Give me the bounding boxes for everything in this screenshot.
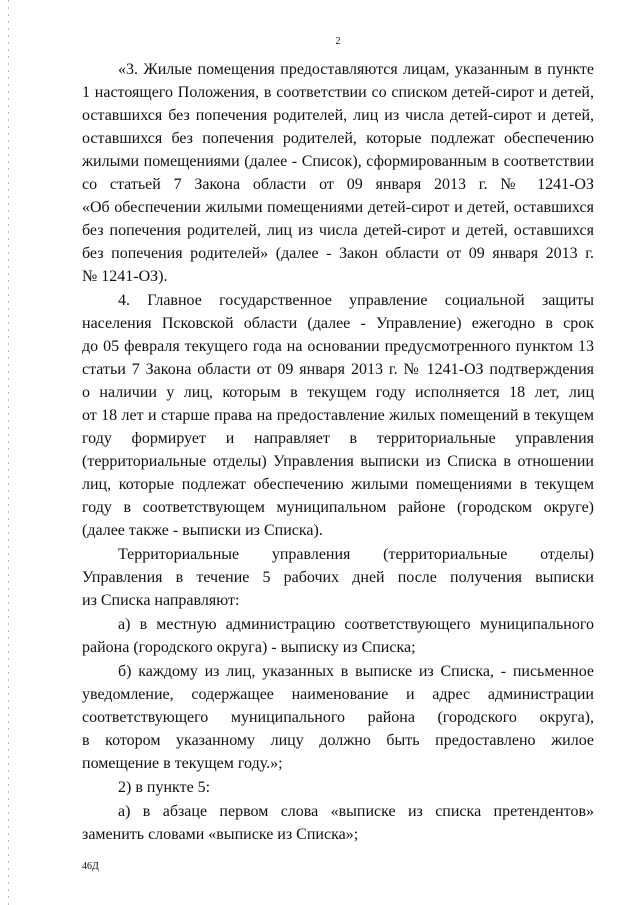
document-line-26: района (городского округа) - выписку из Списка; [82, 639, 416, 656]
document-line-30: в котором указанному лицу должно быть предоставлено жилое [82, 732, 594, 749]
document-line-8: без попечения родителей, лиц из числа детей-сирот и детей, оставшихся [82, 222, 594, 239]
document-line-25: а) в местную администрацию соответствующего муниципального [118, 616, 594, 633]
document-line-11: 4. Главное государственное управление социальной защиты [118, 292, 594, 309]
document-line-22: Территориальные управления (территориальные отделы) [118, 546, 594, 563]
document-line-24: из Списка направляют: [82, 592, 240, 609]
document-line-13: до 05 февраля текущего года на основании предусмотренного пунктом 13 [82, 338, 594, 355]
document-line-19: лиц, которые подлежат обеспечению жилыми помещениями в текущем [82, 476, 594, 493]
document-line-28: уведомление, содержащее наименование и адрес администрации [82, 686, 594, 703]
document-line-1: «3. Жилые помещения предоставляются лицам, указанным в пункте [118, 61, 594, 78]
document-line-17: году формирует и направляет в территориальные управления [82, 430, 594, 447]
document-line-33: а) в абзаце первом слова «выписке из списка претендентов» [118, 803, 594, 820]
page-number: 2 [335, 36, 341, 47]
document-line-31: помещение в текущем году.»; [82, 755, 283, 772]
document-line-34: заменить словами «выписке из Списка»; [82, 826, 359, 843]
document-line-6: со статьей 7 Закона области от 09 января 2013 г. № 1241-ОЗ [82, 176, 594, 193]
document-line-14: статьи 7 Закона области от 09 января 2013 г. № 1241-ОЗ подтверждения [82, 361, 594, 378]
document-line-23: Управления в течение 5 рабочих дней после получения выписки [82, 569, 594, 586]
document-line-20: году в соответствующем муниципальном районе (городском округе) [82, 499, 594, 516]
document-line-29: соответствующего муниципального района (городского округа), [82, 709, 594, 726]
footer-document-code: 46Д [82, 861, 99, 872]
document-line-18: (территориальные отделы) Управления выписки из Списка в отношении [82, 453, 594, 470]
document-line-10: № 1241-ОЗ). [82, 268, 168, 285]
document-line-21: (далее также - выписки из Списка). [82, 522, 323, 539]
document-line-4: оставшихся без попечения родителей, которые подлежат обеспечению [82, 130, 594, 147]
document-line-5: жилыми помещениями (далее - Список), сформированным в соответствии [82, 153, 594, 170]
document-line-9: без попечения родителей» (далее - Закон области от 09 января 2013 г. [82, 245, 594, 262]
document-line-15: о наличии у лиц, которым в текущем году исполняется 18 лет, лиц [82, 384, 594, 401]
document-line-2: 1 настоящего Положения, в соответствии со списком детей-сирот и детей, [82, 84, 594, 101]
document-line-12: населения Псковской области (далее - Управление) ежегодно в срок [82, 315, 594, 332]
document-line-7: «Об обеспечении жилыми помещениями детей-сирот и детей, оставшихся [82, 199, 594, 216]
document-line-27: б) каждому из лиц, указанных в выписке из Списка, - письменное [118, 663, 594, 680]
scan-border-dotted-line [8, 0, 9, 905]
document-line-16: от 18 лет и старше права на предоставление жилых помещений в текущем [82, 407, 594, 424]
document-line-3: оставшихся без попечения родителей, лиц из числа детей-сирот и детей, [82, 107, 594, 124]
document-line-32: 2) в пункте 5: [118, 779, 211, 796]
